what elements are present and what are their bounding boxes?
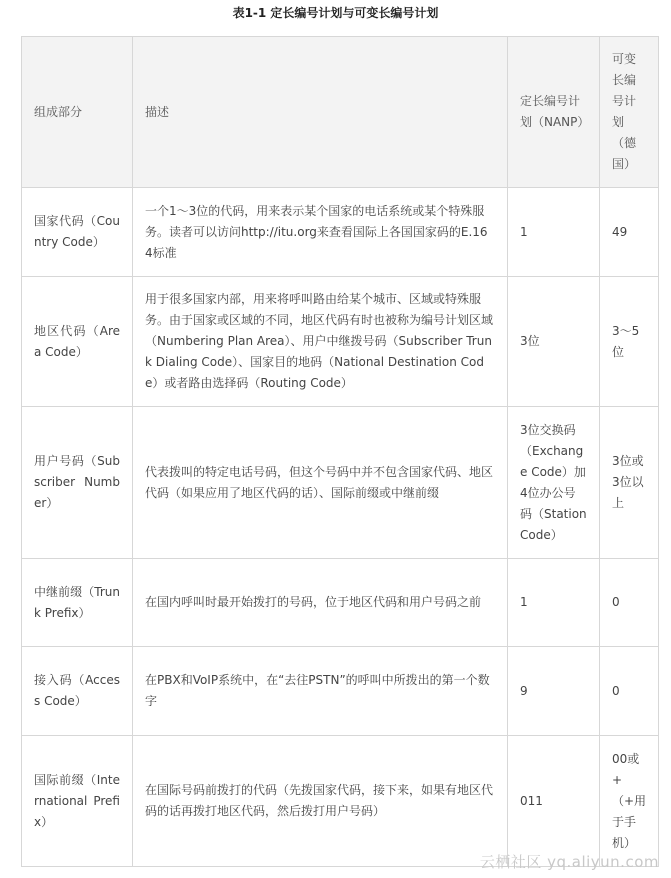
cell-description: 用于很多国家内部，用来将呼叫路由给某个城市、区域或特殊服务。由于国家或区域的不同，地区代码有时也被称为编号计划区域（Numbering Plan Area）、用户中继拨号码（Subscriber Trunk Dialing Code）、国家目的地码（National Destination Code）或者路由选择码（Routing Code）: [133, 277, 508, 407]
cell-component: 接入码（Access Code）: [22, 647, 133, 736]
numbering-plan-table: [21, 36, 659, 867]
table-row: [22, 647, 659, 736]
cell-germany: 3～5位: [600, 277, 659, 407]
table-row: [22, 736, 659, 867]
cell-germany: 00或+（+用于手机）: [600, 736, 659, 867]
table-row: [22, 277, 659, 407]
table-row: [22, 188, 659, 277]
table-header-row: [22, 37, 659, 188]
cell-description: 在国内呼叫时最开始拨打的号码，位于地区代码和用户号码之前: [133, 559, 508, 647]
cell-germany: 0: [600, 647, 659, 736]
cell-component: 用户号码（Subscriber Number）: [22, 407, 133, 559]
cell-nanp: 3位: [508, 277, 600, 407]
header-component: 组成部分: [22, 37, 133, 188]
cell-germany: 49: [600, 188, 659, 277]
cell-nanp: 3位交换码（Exchange Code）加4位办公号码（Station Code）: [508, 407, 600, 559]
watermark: 云栖社区 yq.aliyun.com: [479, 853, 659, 871]
cell-component: 国家代码（Country Code）: [22, 188, 133, 277]
cell-nanp: 9: [508, 647, 600, 736]
cell-description: 代表拨叫的特定电话号码，但这个号码中并不包含国家代码、地区代码（如果应用了地区代码的话）、国际前缀或中继前缀: [133, 407, 508, 559]
header-nanp: 定长编号计划（NANP）: [508, 37, 600, 188]
table-caption: 表1-1 定长编号计划与可变长编号计划: [232, 6, 439, 20]
cell-description: 在国际号码前拨打的代码（先拨国家代码，接下来，如果有地区代码的话再拨打地区代码，然后拨打用户号码）: [133, 736, 508, 867]
cell-nanp: 1: [508, 188, 600, 277]
cell-component: 国际前缀（International Prefix）: [22, 736, 133, 867]
cell-component: 地区代码（Area Code）: [22, 277, 133, 407]
cell-nanp: 011: [508, 736, 600, 867]
header-germany: 可变长编号计划（德国）: [600, 37, 659, 188]
cell-description: 在PBX和VoIP系统中，在“去往PSTN”的呼叫中所拨出的第一个数字: [133, 647, 508, 736]
cell-component: 中继前缀（Trunk Prefix）: [22, 559, 133, 647]
table-row: [22, 559, 659, 647]
header-description: 描述: [133, 37, 508, 188]
cell-germany: 0: [600, 559, 659, 647]
cell-description: 一个1～3位的代码，用来表示某个国家的电话系统或某个特殊服务。读者可以访问http://itu.org来查看国际上各国国家码的E.164标准: [133, 188, 508, 277]
table-row: [22, 407, 659, 559]
cell-germany: 3位或3位以上: [600, 407, 659, 559]
cell-nanp: 1: [508, 559, 600, 647]
